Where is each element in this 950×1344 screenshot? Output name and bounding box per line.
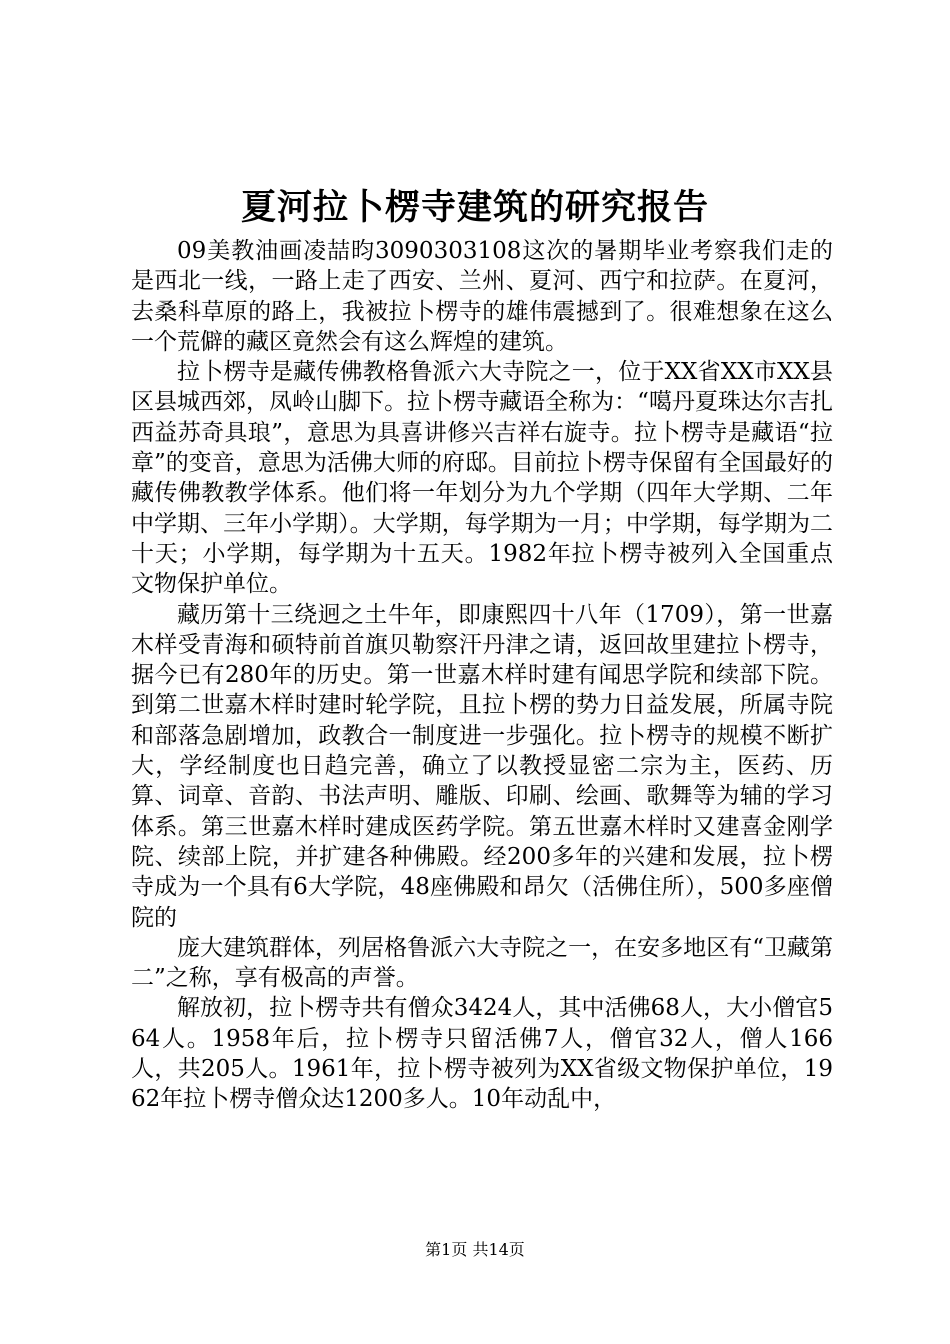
page-footer: 第1页 共14页 <box>425 1240 525 1259</box>
paragraph-overview: 拉卜楞寺是藏传佛教格鲁派六大寺院之一，位于XX省XX市XX县区县城西郊，凤岭山脚下。拉卜楞寺藏语全称为：“噶丹夏珠达尔吉扎西益苏奇具琅”，意思为具喜讲修兴吉祥右旋寺。拉卜楞寺是藏语“拉章”的变音，意思为活佛大师的府邸。目前拉卜楞寺保留有全国最好的藏传佛教教学体系。他们将一年划分为九个学期（四年大学期、二年中学期、三年小学期）。大学期，每学期为一月；中学期，每学期为二十天；小学期，每学期为十五天。1982年拉卜楞寺被列入全国重点文物保护单位。 <box>131 359 833 598</box>
document-body <box>131 236 833 1115</box>
paragraph-history: 藏历第十三绕迥之土牛年，即康熙四十八年（1709），第一世嘉木样受青海和硕特前首旗贝勒察汗丹津之请，返回故里建拉卜楞寺，据今已有280年的历史。第一世嘉木样时建有闻思学院和续部下院。到第二世嘉木样时建时轮学院，且拉卜楞的势力日益发展，所属寺院和部落急剧增加，政教合一制度进一步强化。拉卜楞寺的规模不断扩大，学经制度也日趋完善，确立了以教授显密二宗为主，医药、历算、词章、音韵、书法声明、雕版、印刷、绘画、歌舞等为辅的学习体系。第三世嘉木样时建成医药学院。第五世嘉木样时又建喜金刚学院、续部上院，并扩建各种佛殿。经200多年的兴建和发展，拉卜楞寺成为一个具有6大学院，48座佛殿和昂欠（活佛住所），500多座僧院的 <box>131 601 833 931</box>
paragraph-history-continued: 庞大建筑群体，列居格鲁派六大寺院之一，在安多地区有“卫藏第二”之称，享有极高的声誉。 <box>131 934 833 992</box>
paragraph-liberation: 解放初，拉卜楞寺共有僧众3424人，其中活佛68人，大小僧官564人。1958年后，拉卜楞寺只留活佛7人，僧官32人，僧人166人，共205人。1961年，拉卜楞寺被列为XX省级文物保护单位，1962年拉卜楞寺僧众达1200多人。10年动乱中， <box>131 995 833 1113</box>
paragraph-intro: 09美教油画凌喆昀3090303108这次的暑期毕业考察我们走的是西北一线，一路上走了西安、兰州、夏河、西宁和拉萨。在夏河，去桑科草原的路上，我被拉卜楞寺的雄伟震撼到了。很难想象在这么一个荒僻的藏区竟然会有这么辉煌的建筑。 <box>131 238 833 355</box>
page-title: 夏河拉卜楞寺建筑的研究报告 <box>240 187 709 228</box>
